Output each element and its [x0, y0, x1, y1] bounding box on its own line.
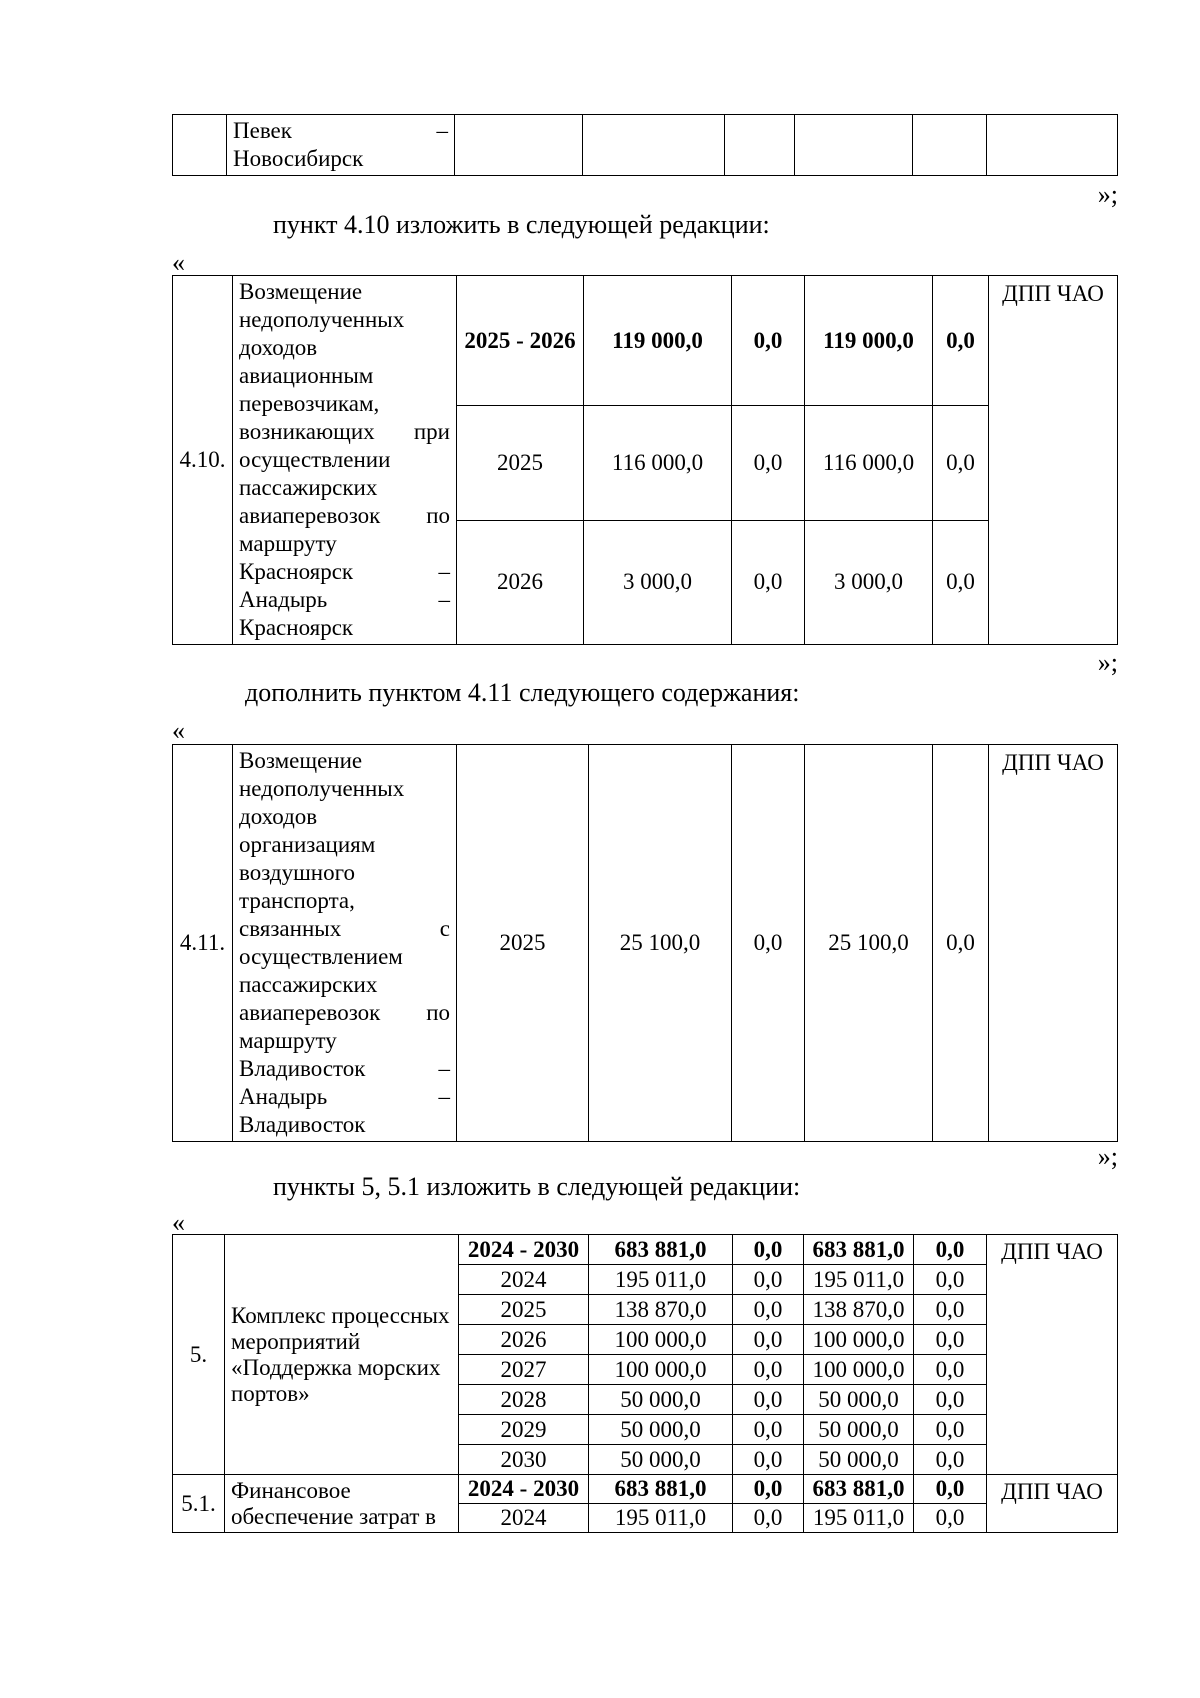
description-text: транспорта,	[239, 888, 355, 913]
regional-cell: 138 870,0	[804, 1295, 914, 1325]
description-text: Анадырь	[239, 587, 328, 612]
description-line	[239, 446, 450, 474]
other-cell: 0,0	[933, 276, 989, 406]
total-cell: 195 011,0	[589, 1265, 733, 1295]
period-cell: 2024	[459, 1265, 589, 1295]
opening-quote: «	[172, 248, 185, 277]
total-cell: 50 000,0	[589, 1445, 733, 1475]
other-cell: 0,0	[914, 1235, 987, 1265]
empty-cell	[173, 115, 227, 176]
table-item-4-11	[172, 744, 1118, 1142]
closing-quote: »;	[1097, 648, 1118, 677]
period-cell: 2029	[459, 1415, 589, 1445]
description-text: –	[438, 587, 450, 612]
description-text: –	[438, 559, 450, 584]
description-line	[239, 1083, 450, 1111]
description-text: недополученных	[239, 307, 405, 332]
description-line: обеспечение затрат в	[231, 1503, 436, 1529]
period-cell: 2024 - 2030	[459, 1475, 589, 1504]
regional-cell: 683 881,0	[804, 1475, 914, 1504]
other-cell: 0,0	[933, 406, 989, 520]
description-text: недополученных	[239, 776, 405, 801]
total-cell: 195 011,0	[589, 1504, 733, 1533]
executor-cell: ДПП ЧАО	[989, 745, 1118, 1142]
regional-cell: 25 100,0	[805, 745, 933, 1142]
period-cell: 2025	[457, 745, 589, 1142]
federal-cell: 0,0	[733, 1235, 804, 1265]
empty-cell	[583, 115, 725, 176]
regional-cell: 119 000,0	[805, 276, 933, 406]
item-description: Комплекс процессных мероприятий «Поддержка морских портов»	[225, 1235, 459, 1475]
description-line	[239, 390, 450, 418]
item-description	[233, 276, 457, 645]
total-cell: 100 000,0	[589, 1355, 733, 1385]
federal-cell: 0,0	[733, 1415, 804, 1445]
description-text: осуществлением	[239, 944, 403, 969]
federal-cell: 0,0	[733, 1325, 804, 1355]
description-text: авиационным	[239, 363, 374, 388]
federal-cell: 0,0	[732, 276, 805, 406]
federal-cell: 0,0	[733, 1355, 804, 1385]
executor-cell: ДПП ЧАО	[987, 1475, 1118, 1533]
description-text: Возмещение	[239, 279, 363, 304]
total-cell: 683 881,0	[589, 1475, 733, 1504]
regional-cell: 50 000,0	[804, 1385, 914, 1415]
description-text: Владивосток	[239, 1112, 366, 1137]
executor-cell: ДПП ЧАО	[987, 1235, 1118, 1475]
regional-cell: 195 011,0	[804, 1504, 914, 1533]
description-line	[239, 915, 450, 943]
description-line	[239, 502, 450, 530]
other-cell: 0,0	[914, 1415, 987, 1445]
paragraph-4-10: пункт 4.10 изложить в следующей редакции:	[273, 210, 770, 239]
federal-cell: 0,0	[733, 1295, 804, 1325]
route-dash: –	[436, 118, 448, 143]
description-text: с	[439, 916, 450, 941]
description-text: маршруту	[239, 1028, 337, 1053]
description-line	[239, 278, 450, 306]
description-text: авиаперевозок	[239, 1000, 381, 1025]
other-cell: 0,0	[914, 1325, 987, 1355]
federal-cell: 0,0	[732, 520, 805, 644]
description-line	[239, 971, 450, 999]
description-line	[239, 831, 450, 859]
other-cell: 0,0	[914, 1295, 987, 1325]
description-line	[239, 558, 450, 586]
description-line	[239, 306, 450, 334]
item-description	[233, 745, 457, 1142]
empty-cell	[455, 115, 583, 176]
other-cell: 0,0	[914, 1504, 987, 1533]
federal-cell: 0,0	[733, 1265, 804, 1295]
table-row	[173, 1475, 1118, 1504]
description-text: Красноярск	[239, 559, 354, 584]
federal-cell: 0,0	[733, 1385, 804, 1415]
description-text: Анадырь	[239, 1084, 328, 1109]
description-text: –	[438, 1084, 450, 1109]
period-cell: 2026	[457, 520, 584, 644]
period-cell: 2025 - 2026	[457, 276, 584, 406]
description-text: Красноярск	[239, 615, 354, 640]
federal-cell: 0,0	[732, 406, 805, 520]
description-line	[239, 1055, 450, 1083]
empty-cell	[725, 115, 795, 176]
description-line	[239, 614, 450, 642]
description-line	[239, 362, 450, 390]
description-line	[239, 1027, 450, 1055]
item-number: 4.11.	[173, 745, 233, 1142]
opening-quote: «	[172, 1208, 185, 1237]
regional-cell: 683 881,0	[804, 1235, 914, 1265]
federal-cell: 0,0	[732, 745, 805, 1142]
route-text: Новосибирск	[233, 146, 364, 171]
federal-cell: 0,0	[733, 1504, 804, 1533]
executor-cell: ДПП ЧАО	[989, 276, 1118, 645]
description-line	[239, 775, 450, 803]
description-text: перевозчикам,	[239, 391, 380, 416]
top-partial-table	[172, 114, 1118, 176]
period-cell: 2024	[459, 1504, 589, 1533]
description-line: Финансовое	[231, 1477, 351, 1503]
regional-cell: 100 000,0	[804, 1355, 914, 1385]
description-line	[239, 418, 450, 446]
regional-cell: 100 000,0	[804, 1325, 914, 1355]
total-cell: 50 000,0	[589, 1385, 733, 1415]
regional-cell: 50 000,0	[804, 1415, 914, 1445]
item-number: 4.10.	[173, 276, 233, 645]
table-row	[173, 1235, 1118, 1265]
item-description	[225, 1475, 459, 1533]
total-cell: 116 000,0	[584, 406, 732, 520]
description-line	[239, 999, 450, 1027]
empty-cell	[913, 115, 987, 176]
description-line	[239, 859, 450, 887]
paragraph-4-11: дополнить пунктом 4.11 следующего содержания:	[245, 678, 800, 707]
description-text: доходов	[239, 335, 318, 360]
empty-cell	[795, 115, 913, 176]
other-cell: 0,0	[933, 520, 989, 644]
description-text: по	[426, 503, 450, 528]
description-line	[239, 887, 450, 915]
federal-cell: 0,0	[733, 1475, 804, 1504]
description-line	[239, 530, 450, 558]
description-text: Владивосток	[239, 1056, 366, 1081]
description-text: осуществлении	[239, 447, 391, 472]
total-cell: 100 000,0	[589, 1325, 733, 1355]
period-cell: 2025	[457, 406, 584, 520]
description-text: доходов	[239, 804, 318, 829]
description-line	[239, 803, 450, 831]
route-text: Певек	[233, 118, 292, 143]
closing-quote: »;	[1097, 180, 1118, 209]
total-cell: 683 881,0	[589, 1235, 733, 1265]
other-cell: 0,0	[933, 745, 989, 1142]
period-cell: 2024 - 2030	[459, 1235, 589, 1265]
description-text: по	[426, 1000, 450, 1025]
table-item-4-10	[172, 275, 1118, 645]
description-text: –	[438, 1056, 450, 1081]
total-cell: 3 000,0	[584, 520, 732, 644]
total-cell: 138 870,0	[589, 1295, 733, 1325]
description-line	[239, 747, 450, 775]
other-cell: 0,0	[914, 1475, 987, 1504]
regional-cell: 50 000,0	[804, 1445, 914, 1475]
description-line	[239, 334, 450, 362]
description-text: воздушного	[239, 860, 355, 885]
description-text: при	[413, 419, 450, 444]
opening-quote: «	[172, 716, 185, 745]
federal-cell: 0,0	[733, 1445, 804, 1475]
route-cell	[227, 115, 455, 176]
other-cell: 0,0	[914, 1355, 987, 1385]
period-cell: 2028	[459, 1385, 589, 1415]
table-item-5	[172, 1234, 1118, 1533]
description-text: авиаперевозок	[239, 503, 381, 528]
description-text: пассажирских	[239, 475, 378, 500]
period-cell: 2025	[459, 1295, 589, 1325]
empty-cell	[987, 115, 1118, 176]
regional-cell: 195 011,0	[804, 1265, 914, 1295]
description-text: организациям	[239, 832, 376, 857]
regional-cell: 116 000,0	[805, 406, 933, 520]
description-line	[239, 586, 450, 614]
total-cell: 50 000,0	[589, 1415, 733, 1445]
description-text: маршруту	[239, 531, 337, 556]
period-cell: 2027	[459, 1355, 589, 1385]
description-line	[239, 1111, 450, 1139]
other-cell: 0,0	[914, 1385, 987, 1415]
item-number: 5.	[173, 1235, 225, 1475]
total-cell: 25 100,0	[589, 745, 732, 1142]
description-line	[239, 474, 450, 502]
paragraph-5: пункты 5, 5.1 изложить в следующей редакции:	[273, 1172, 801, 1201]
regional-cell: 3 000,0	[805, 520, 933, 644]
total-cell: 119 000,0	[584, 276, 732, 406]
period-cell: 2026	[459, 1325, 589, 1355]
description-text: возникающих	[239, 419, 375, 444]
item-number: 5.1.	[173, 1475, 225, 1533]
other-cell: 0,0	[914, 1445, 987, 1475]
closing-quote: »;	[1097, 1142, 1118, 1171]
description-text: пассажирских	[239, 972, 378, 997]
description-text: Возмещение	[239, 748, 363, 773]
period-cell: 2030	[459, 1445, 589, 1475]
description-text: связанных	[239, 916, 342, 941]
description-line	[239, 943, 450, 971]
other-cell: 0,0	[914, 1265, 987, 1295]
